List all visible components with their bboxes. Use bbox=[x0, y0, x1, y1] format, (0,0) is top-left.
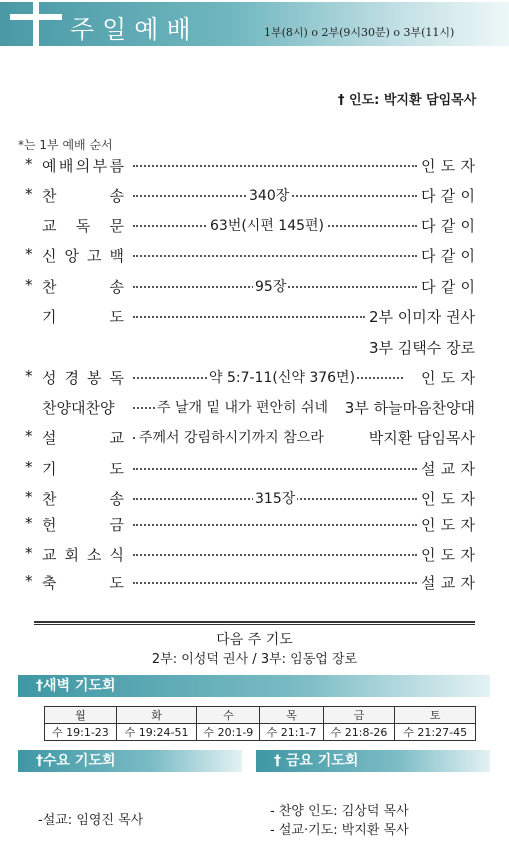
order-item-person: 박지환 담임목사 bbox=[368, 429, 475, 447]
order-item-person bbox=[421, 514, 475, 535]
leader-dots bbox=[133, 582, 417, 584]
order-item-name-char: 소 bbox=[87, 546, 102, 564]
order-item-name-char: 백 bbox=[109, 247, 124, 265]
order-item-name-char: 도 bbox=[109, 460, 124, 478]
order-item-person-char: 다 bbox=[421, 217, 436, 235]
order-item-name-char: 도 bbox=[109, 574, 124, 592]
order-item-name bbox=[42, 215, 124, 236]
order-item-person-char: 인 bbox=[421, 369, 436, 387]
table-header-row bbox=[45, 707, 476, 724]
order-item-detail: 340장 bbox=[247, 185, 291, 205]
order-item-name-char: 찬양대찬양 bbox=[42, 399, 115, 417]
order-item-name-char: 예 bbox=[42, 157, 57, 175]
cross-icon-bar bbox=[10, 14, 62, 20]
table-header-cell: 금 bbox=[323, 707, 395, 724]
order-item-detail: 주 날개 밑 내가 편안히 쉬네 bbox=[155, 397, 330, 417]
order-item-detail: 315장 bbox=[253, 488, 297, 508]
order-item-name bbox=[42, 427, 124, 448]
order-item-benediction bbox=[25, 572, 475, 596]
table-cell: 수 21:8-26 bbox=[323, 724, 395, 741]
order-item-name bbox=[42, 276, 124, 297]
leader-dots bbox=[133, 468, 417, 470]
order-item-person-char: 설 bbox=[421, 460, 436, 478]
order-item-person-char: 이 bbox=[460, 278, 475, 296]
order-item-detail: 95장 bbox=[253, 276, 288, 296]
order-item-name-char: 도 bbox=[109, 308, 124, 326]
order-item-name-char: 독 bbox=[109, 369, 124, 387]
first-service-marker: * bbox=[25, 458, 33, 476]
order-item-person-char: 이 bbox=[460, 247, 475, 265]
order-item-person: 2부 이미자 권사 bbox=[368, 308, 475, 326]
order-item-person bbox=[421, 215, 475, 236]
order-item-person-char: 도 bbox=[440, 369, 456, 387]
friday-sermon: - 설교·기도: 박지환 목사 bbox=[270, 823, 409, 838]
order-item-name-char: 독 bbox=[75, 217, 91, 235]
first-service-marker: * bbox=[25, 367, 33, 385]
table-cell: 수 21:27-45 bbox=[395, 724, 476, 741]
table-header-cell: 월 bbox=[45, 707, 117, 724]
first-service-marker: * bbox=[25, 572, 33, 590]
order-item-person-char: 다 bbox=[421, 247, 436, 265]
order-item-choir-anthem bbox=[25, 397, 475, 421]
leader-dots bbox=[133, 524, 417, 526]
order-item-prayer-2 bbox=[25, 337, 475, 361]
dawn-prayer-table bbox=[44, 706, 476, 741]
order-item-person-char: 교 bbox=[440, 574, 456, 592]
order-item-person-char: 도 bbox=[440, 157, 456, 175]
first-service-marker: * bbox=[25, 427, 33, 445]
order-item-name-char: 송 bbox=[109, 187, 124, 205]
order-item-person-char: 같 bbox=[440, 247, 456, 265]
next-week-prayer-names: 2부: 이성덕 권사 / 3부: 임동업 장로 bbox=[151, 652, 358, 667]
order-item-name-char: 신 bbox=[42, 247, 57, 265]
order-item-name bbox=[42, 572, 124, 593]
order-item-name-char: 교 bbox=[42, 217, 57, 235]
order-item-person-char: 자 bbox=[460, 460, 475, 478]
friday-worship-leader: - 찬양 인도: 김상덕 목사 bbox=[270, 804, 409, 819]
order-item-name-char: 부 bbox=[92, 157, 108, 175]
order-item-name bbox=[42, 155, 124, 176]
order-item-person bbox=[421, 544, 475, 565]
first-service-marker: * bbox=[25, 544, 33, 562]
wednesday-sermon: -설교: 임영진 목사 bbox=[38, 813, 144, 828]
order-item-name bbox=[42, 544, 124, 565]
order-item-person: 3부 하늘마음찬양대 bbox=[344, 399, 475, 417]
table-header-cell: 화 bbox=[116, 707, 197, 724]
order-item-person-char: 인 bbox=[421, 516, 436, 534]
order-item-name-char: 교 bbox=[42, 546, 57, 564]
order-item-name bbox=[42, 488, 124, 509]
table-cell: 수 21:1-7 bbox=[260, 724, 323, 741]
order-item-name bbox=[42, 458, 124, 479]
wednesday-prayer-header: †수요 기도회 bbox=[18, 750, 242, 772]
first-service-marker: * bbox=[25, 276, 33, 294]
order-item-person-char: 도 bbox=[440, 490, 456, 508]
order-item-name-char: 름 bbox=[109, 157, 124, 175]
order-item-name-char: 봉 bbox=[87, 369, 102, 387]
order-item-person-char: 다 bbox=[421, 278, 436, 296]
next-week-prayer-title: 다음 주 기도 bbox=[216, 632, 293, 648]
order-item-name bbox=[42, 514, 124, 535]
order-item-person-char: 이 bbox=[460, 187, 475, 205]
leader-dots bbox=[133, 554, 417, 556]
order-item-person: 3부 김택수 장로 bbox=[368, 339, 475, 357]
order-item-hymn bbox=[25, 185, 475, 209]
order-item-person-char: 인 bbox=[421, 546, 436, 564]
order-item-person bbox=[421, 367, 475, 388]
order-item-person-char: 이 bbox=[460, 217, 475, 235]
order-item-person bbox=[421, 276, 475, 297]
order-item-responsive-reading bbox=[25, 215, 475, 239]
first-service-marker: * bbox=[25, 185, 33, 203]
order-item-name-char: 식 bbox=[109, 546, 124, 564]
first-service-marker: * bbox=[25, 245, 33, 263]
leader-dots bbox=[133, 255, 417, 257]
order-item-name bbox=[42, 245, 124, 266]
order-item-name-char: 기 bbox=[42, 308, 57, 326]
first-service-marker: * bbox=[25, 155, 33, 173]
order-item-name-char: 문 bbox=[109, 217, 124, 235]
table-cell: 수 19:1-23 bbox=[45, 724, 117, 741]
order-item-announcements bbox=[25, 544, 475, 568]
page-title: 주일예배 bbox=[70, 15, 199, 44]
order-item-person-char: 같 bbox=[440, 187, 456, 205]
order-item-person-char: 인 bbox=[421, 490, 436, 508]
table-row bbox=[45, 724, 476, 741]
order-item-name-char: 배 bbox=[58, 157, 74, 175]
order-item-hymn bbox=[25, 276, 475, 300]
order-item-name-char: 회 bbox=[64, 546, 79, 564]
order-item-person bbox=[421, 155, 475, 176]
order-item-person-char: 같 bbox=[440, 278, 456, 296]
section-divider bbox=[34, 621, 475, 625]
order-item-name-char: 금 bbox=[109, 516, 124, 534]
table-cell: 수 19:24-51 bbox=[116, 724, 197, 741]
order-item-person bbox=[421, 185, 475, 206]
order-item-person-char: 설 bbox=[421, 574, 436, 592]
order-item-name-char: 송 bbox=[109, 490, 124, 508]
service-times: 1부(8시) ο 2부(9시30분) ο 3부(11시) bbox=[264, 26, 455, 39]
order-item-person-char: 자 bbox=[460, 490, 475, 508]
order-item-sermon bbox=[25, 427, 475, 451]
order-item-prayer bbox=[25, 458, 475, 482]
table-header-cell: 수 bbox=[197, 707, 260, 724]
order-item-name bbox=[42, 185, 124, 206]
order-item-name-char: 찬 bbox=[42, 490, 57, 508]
dawn-prayer-header: †새벽 기도회 bbox=[18, 675, 490, 697]
order-item-name-char: 성 bbox=[42, 369, 57, 387]
order-item-name-char: 송 bbox=[109, 278, 124, 296]
order-item-name-char: 기 bbox=[42, 460, 57, 478]
service-leader: † 인도: 박지환 담임목사 bbox=[338, 93, 477, 108]
order-item-name-char: 찬 bbox=[42, 278, 57, 296]
order-item-person-char: 같 bbox=[440, 217, 456, 235]
order-item-name bbox=[42, 367, 124, 388]
order-item-name-char: 찬 bbox=[42, 187, 57, 205]
order-item-detail: 주께서 강림하시기까지 참으라 bbox=[137, 427, 326, 447]
order-item-offering bbox=[25, 514, 475, 538]
order-item-name-char: 축 bbox=[42, 574, 57, 592]
cross-icon bbox=[33, 0, 39, 58]
order-item-detail: 63번(시편 145편) bbox=[208, 215, 326, 235]
order-item-call-to-worship bbox=[25, 155, 475, 179]
first-service-note: *는 1부 예배 순서 bbox=[18, 138, 113, 152]
table-cell: 수 20:1-9 bbox=[197, 724, 260, 741]
order-item-name bbox=[42, 306, 124, 327]
leader-dots bbox=[133, 165, 417, 167]
table-header-cell: 토 bbox=[395, 707, 476, 724]
order-item-name-char: 헌 bbox=[42, 516, 57, 534]
order-item-person-char: 다 bbox=[421, 187, 436, 205]
order-item-name-char: 의 bbox=[75, 157, 91, 175]
order-item-detail: 약 5:7-11(신약 376면) bbox=[207, 367, 357, 387]
first-service-marker: * bbox=[25, 488, 33, 506]
service-header bbox=[0, 0, 509, 58]
order-item-person-char: 자 bbox=[460, 574, 475, 592]
leader-dots bbox=[133, 407, 155, 409]
order-item-person-char: 자 bbox=[460, 157, 475, 175]
order-item-person-char: 교 bbox=[440, 460, 456, 478]
order-item-person-char: 인 bbox=[421, 157, 436, 175]
leader-dots bbox=[133, 316, 365, 318]
order-item-person-char: 도 bbox=[440, 516, 456, 534]
order-item-creed bbox=[25, 245, 475, 269]
order-item-scripture-reading bbox=[25, 367, 475, 391]
order-item-person bbox=[421, 458, 475, 479]
order-item-name-char: 교 bbox=[109, 429, 124, 447]
order-item-name-char: 앙 bbox=[64, 247, 79, 265]
first-service-marker: * bbox=[25, 514, 33, 532]
table-header-cell: 목 bbox=[260, 707, 323, 724]
order-item-person bbox=[421, 488, 475, 509]
order-item-person-char: 자 bbox=[460, 369, 475, 387]
order-item-person-char: 자 bbox=[460, 546, 475, 564]
order-item-name-char: 설 bbox=[42, 429, 57, 447]
order-item-name-char: 경 bbox=[64, 369, 79, 387]
order-item-hymn bbox=[25, 488, 475, 512]
friday-prayer-header: † 금요 기도회 bbox=[256, 750, 490, 772]
order-item-prayer bbox=[25, 306, 475, 330]
order-item-name bbox=[42, 397, 114, 418]
order-item-person bbox=[421, 572, 475, 593]
order-item-name-char: 고 bbox=[87, 247, 102, 265]
order-item-person-char: 도 bbox=[440, 546, 456, 564]
order-item-person-char: 자 bbox=[460, 516, 475, 534]
order-item-person bbox=[421, 245, 475, 266]
